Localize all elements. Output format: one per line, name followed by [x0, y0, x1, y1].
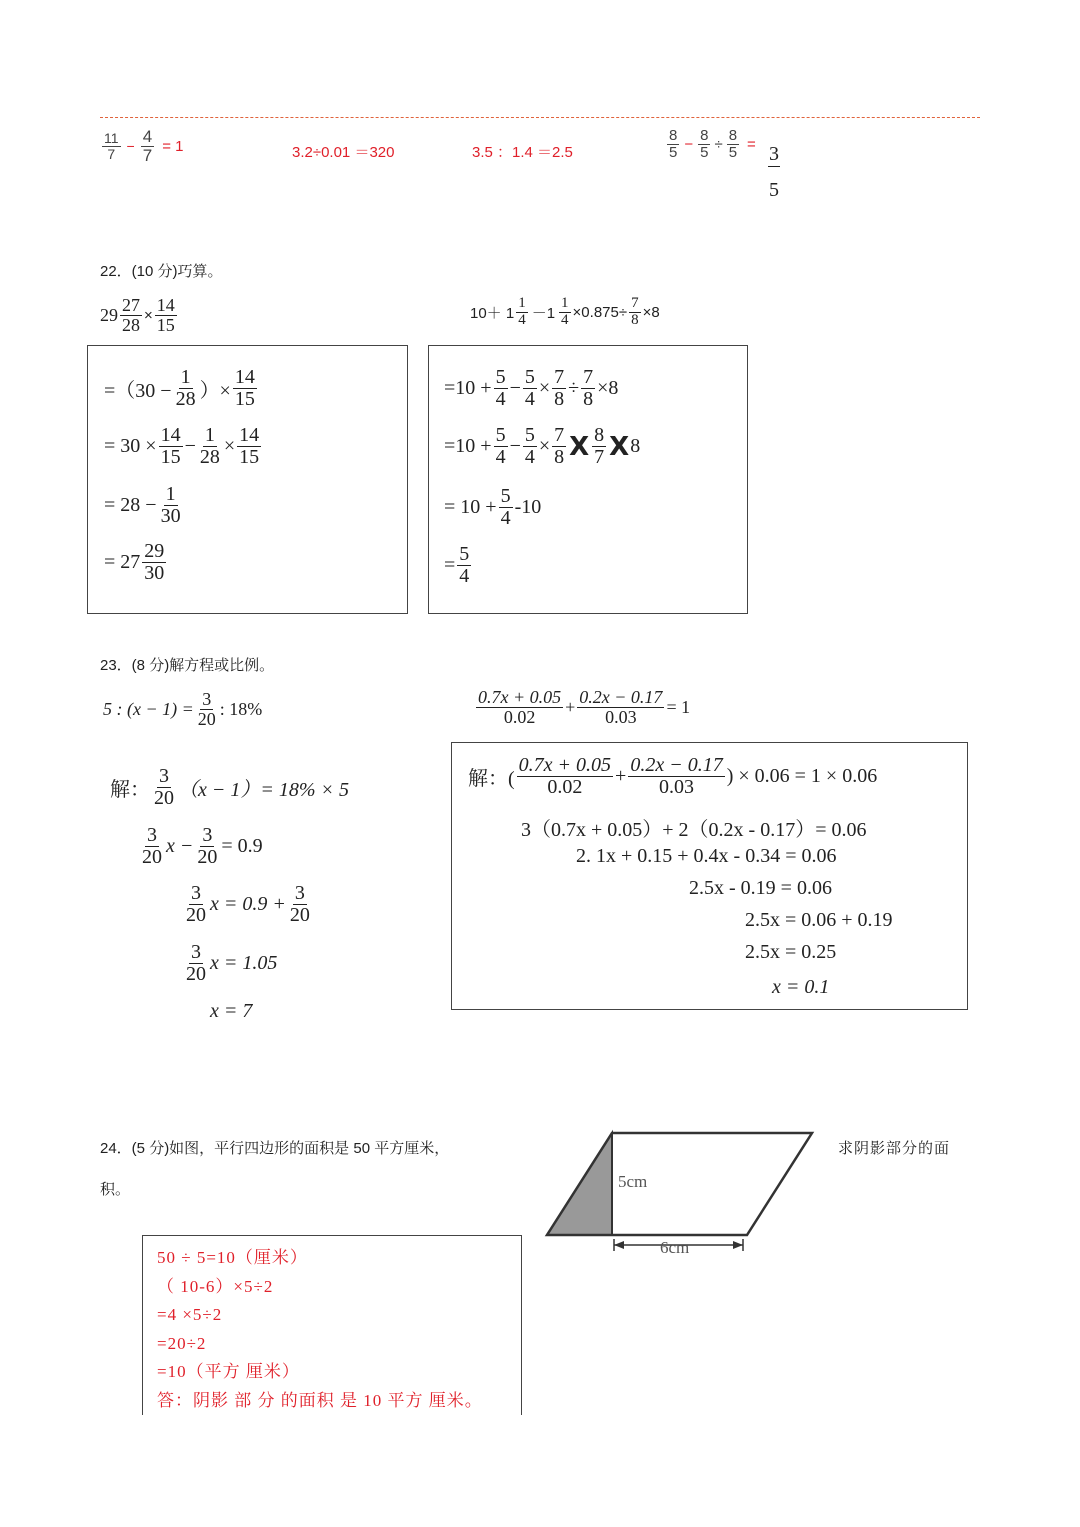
answer-line: （ 10-6）×5÷2: [157, 1276, 274, 1296]
base-label: 6cm: [660, 1238, 690, 1257]
arrow-right-head: [733, 1241, 743, 1249]
parallelogram-figure: [540, 1125, 820, 1260]
q22-heading: 22．(10 分)巧算。: [100, 263, 223, 280]
q22-right-step-4: = $\frac{5}{4}$: [444, 543, 470, 587]
q22-right-step-1: =10 + $\frac{5}{4}$ − $\frac{5}{4}$ × $\frac{7}{8}$ ÷ $\frac{7}{8}$ ×8: [444, 366, 619, 410]
answer-line: =20÷2: [157, 1333, 207, 1353]
q22-right-step-3: = 10 + $\frac{5}{4}$ -10: [444, 485, 542, 529]
answer-line: =10（平方 厘米）: [157, 1362, 300, 1381]
q22-problem-2: 10＋ 1 $\frac{1}{4}$ －1 $\frac{1}{4}$ ×0.875÷ $\frac{7}{8}$ ×8: [470, 295, 660, 328]
q22-left-step-2: = 30 × $\frac{14}{15}$ − $\frac{1}{28}$ × $\frac{14}{15}$: [104, 424, 260, 468]
q23-left-step-5: x = 7: [210, 1000, 253, 1022]
q22-problem-1: 29 $\frac{27}{28}$ × $\frac{14}{15}$: [100, 295, 175, 335]
q22-left-step-3: = 28 − $\frac{1}{30}$: [104, 483, 181, 527]
top-eq-4: $\frac{8}{5}$ − $\frac{8}{5}$ ÷ $\frac{8}{5}$ =: [669, 127, 756, 161]
q24-heading-wrap: 积。: [100, 1181, 131, 1198]
q23-right-step-1: 解：( $\frac{0.7x + 0.05}{0.02}$ + $\frac{0.2x - 0.17}{0.03}$ ) × 0.06 = 1 × 0.06: [468, 754, 878, 798]
q23-left-step-4: $\frac{3}{20}$ x = 1.05: [186, 941, 278, 985]
answer-line: 50 ÷ 5=10（厘米）: [157, 1248, 308, 1267]
q23-problem-1: 5 : (x − 1) = $\frac{3}{20}$ : 18%: [103, 689, 263, 729]
q23-left-step-2: $\frac{3}{20}$ x − $\frac{3}{20}$ = 0.9: [142, 824, 263, 868]
q22-left-step-4: = 27 $\frac{29}{30}$: [104, 540, 165, 584]
q24-answer-lines: [157, 1244, 483, 1415]
q23-right-step-6: 2.5x = 0.25: [745, 941, 837, 963]
top-eq-1: $\frac{11}{7}$ − $\frac{4}{7}$ = 1: [104, 127, 184, 165]
q23-right-step-4: 2.5x - 0.19 = 0.06: [689, 877, 832, 899]
q23-right-step-3: 2. 1x + 0.15 + 0.4x - 0.34 = 0.06: [576, 845, 837, 867]
answer-line: 答：阴影 部 分 的面积 是 10 平方 厘米。: [157, 1390, 483, 1410]
arrow-left-head: [614, 1241, 624, 1249]
height-label: 5cm: [618, 1172, 648, 1191]
q23-problem-2: $\frac{0.7x + 0.05}{0.02}$ + $\frac{0.2x - 0.17}{0.03}$ = 1: [478, 687, 691, 727]
q23-right-step-2: 3（0.7x + 0.05）+ 2（0.2x - 0.17）= 0.06: [521, 819, 867, 841]
q23-right-step-7: x = 0.1: [772, 976, 830, 998]
q22-left-step-1: =（30 − $\frac{1}{28}$ ）× $\frac{14}{15}$: [104, 366, 255, 410]
q22-right-step-2: =10 + $\frac{5}{4}$ − $\frac{5}{4}$ × $\frac{7}{8}$ X $\frac{8}{7}$ X 8: [444, 424, 641, 468]
q24-heading-tail: 求阴影部分的面: [838, 1140, 951, 1157]
q23-left-step-3: $\frac{3}{20}$ x = 0.9 + $\frac{3}{20}$: [186, 882, 310, 926]
top-eq-3: 3.5 ：1.4 ＝2.5: [472, 144, 573, 161]
separator-line: [100, 117, 980, 118]
q23-heading: 23．(8 分)解方程或比例。: [100, 657, 275, 674]
top-eq-4-result: 3 5: [769, 143, 779, 201]
q24-heading: 24．(5 分)如图，平行四边形的面积是 50 平方厘米，: [100, 1140, 450, 1157]
top-eq-2: 3.2÷0.01 ＝320: [292, 144, 395, 161]
q23-right-step-5: 2.5x = 0.06 + 0.19: [745, 909, 893, 931]
answer-line: =4 ×5÷2: [157, 1305, 223, 1324]
q23-left-step-1: 解： $\frac{3}{20}$ （x − 1）= 18% × 5: [110, 765, 350, 809]
